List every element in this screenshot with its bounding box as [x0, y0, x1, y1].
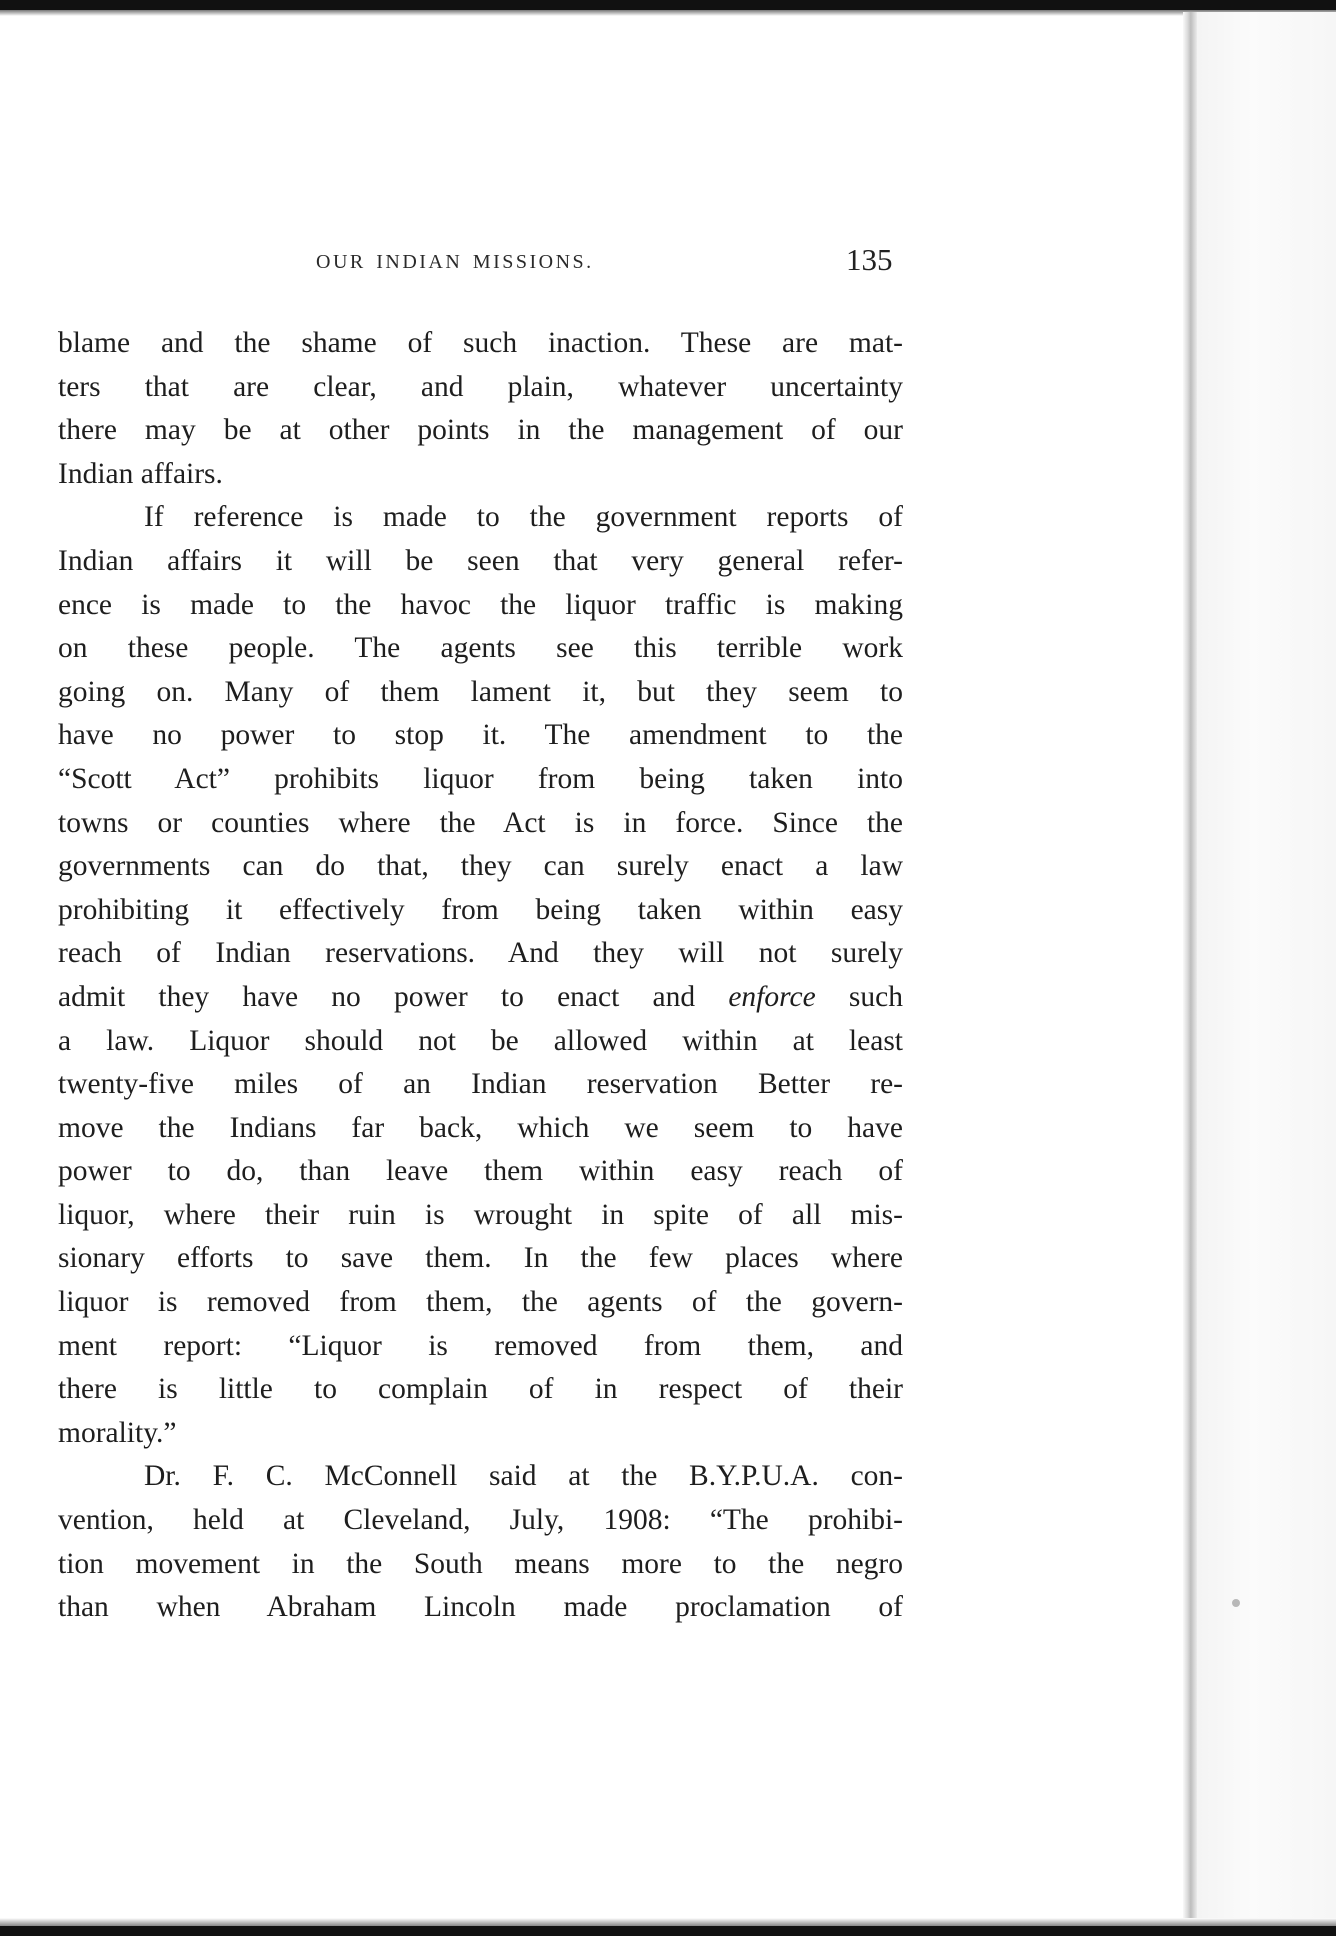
text-line: towns or counties where the Act is in force. Since the [58, 806, 903, 839]
text-line: ence is made to the havoc the liquor traffic is making [58, 588, 903, 621]
text-line: move the Indians far back, which we seem to have [58, 1111, 903, 1144]
page-number: 135 [846, 242, 893, 277]
text-line: ters that are clear, and plain, whatever uncertainty [58, 370, 903, 403]
scan-bottom-shadow [0, 1918, 1336, 1926]
paper-speck [1232, 1599, 1240, 1607]
text-line: have no power to stop it. The amendment to the [58, 719, 903, 752]
text-line: twenty-five miles of an Indian reservation Better re- [58, 1068, 903, 1101]
text-segment: such [815, 980, 903, 1013]
text-line: on these people. The agents see this terrible work [58, 632, 903, 665]
paragraph-start-line: Dr. F. C. McConnell said at the B.Y.P.U.A. con- [144, 1460, 903, 1493]
text-line: morality.” [58, 1416, 177, 1449]
body-text [58, 322, 903, 1630]
paragraph-start-line: If reference is made to the government reports of [144, 501, 903, 534]
text-line: governments can do that, they can surely enact a law [58, 850, 903, 883]
scan-top-edge [0, 0, 1336, 10]
text-line: “Scott Act” prohibits liquor from being taken into [58, 762, 903, 795]
text-line: there may be at other points in the management of our [58, 414, 903, 447]
running-title: OUR INDIAN MISSIONS. [316, 251, 594, 273]
text-line: liquor, where their ruin is wrought in spite of all mis- [58, 1198, 903, 1231]
text-line: there is little to complain of in respect of their [58, 1373, 903, 1406]
text-line: Indian affairs. [58, 457, 223, 490]
emphasized-word: enforce [728, 980, 816, 1013]
page-gutter-fold [1183, 12, 1197, 1922]
text-line: reach of Indian reservations. And they will not surely [58, 937, 903, 970]
text-line: blame and the shame of such inaction. These are mat- [58, 327, 903, 359]
text-line: than when Abraham Lincoln made proclamation of [58, 1591, 903, 1624]
scan-bottom-edge [0, 1926, 1336, 1936]
text-line: tion movement in the South means more to the negro [58, 1547, 903, 1580]
facing-page-edge [1197, 12, 1336, 1922]
scan-top-shadow [0, 10, 1336, 16]
text-line: ment report: “Liquor is removed from them, and [58, 1329, 903, 1362]
text-line: sionary efforts to save them. In the few places where [58, 1242, 903, 1275]
text-line: prohibiting it effectively from being taken within easy [58, 893, 903, 926]
text-line: power to do, than leave them within easy reach of [58, 1155, 903, 1188]
text-line: going on. Many of them lament it, but they seem to [58, 675, 903, 708]
page-header [0, 242, 1336, 282]
text-line: Indian affairs it will be seen that very general refer- [58, 544, 903, 577]
text-line: liquor is removed from them, the agents of the govern- [58, 1286, 903, 1319]
text-line: a law. Liquor should not be allowed within at least [58, 1024, 903, 1057]
text-segment: admit they have no power to enact and [58, 980, 729, 1013]
text-line: vention, held at Cleveland, July, 1908: “The prohibi- [58, 1504, 903, 1537]
text-line [58, 976, 903, 1020]
